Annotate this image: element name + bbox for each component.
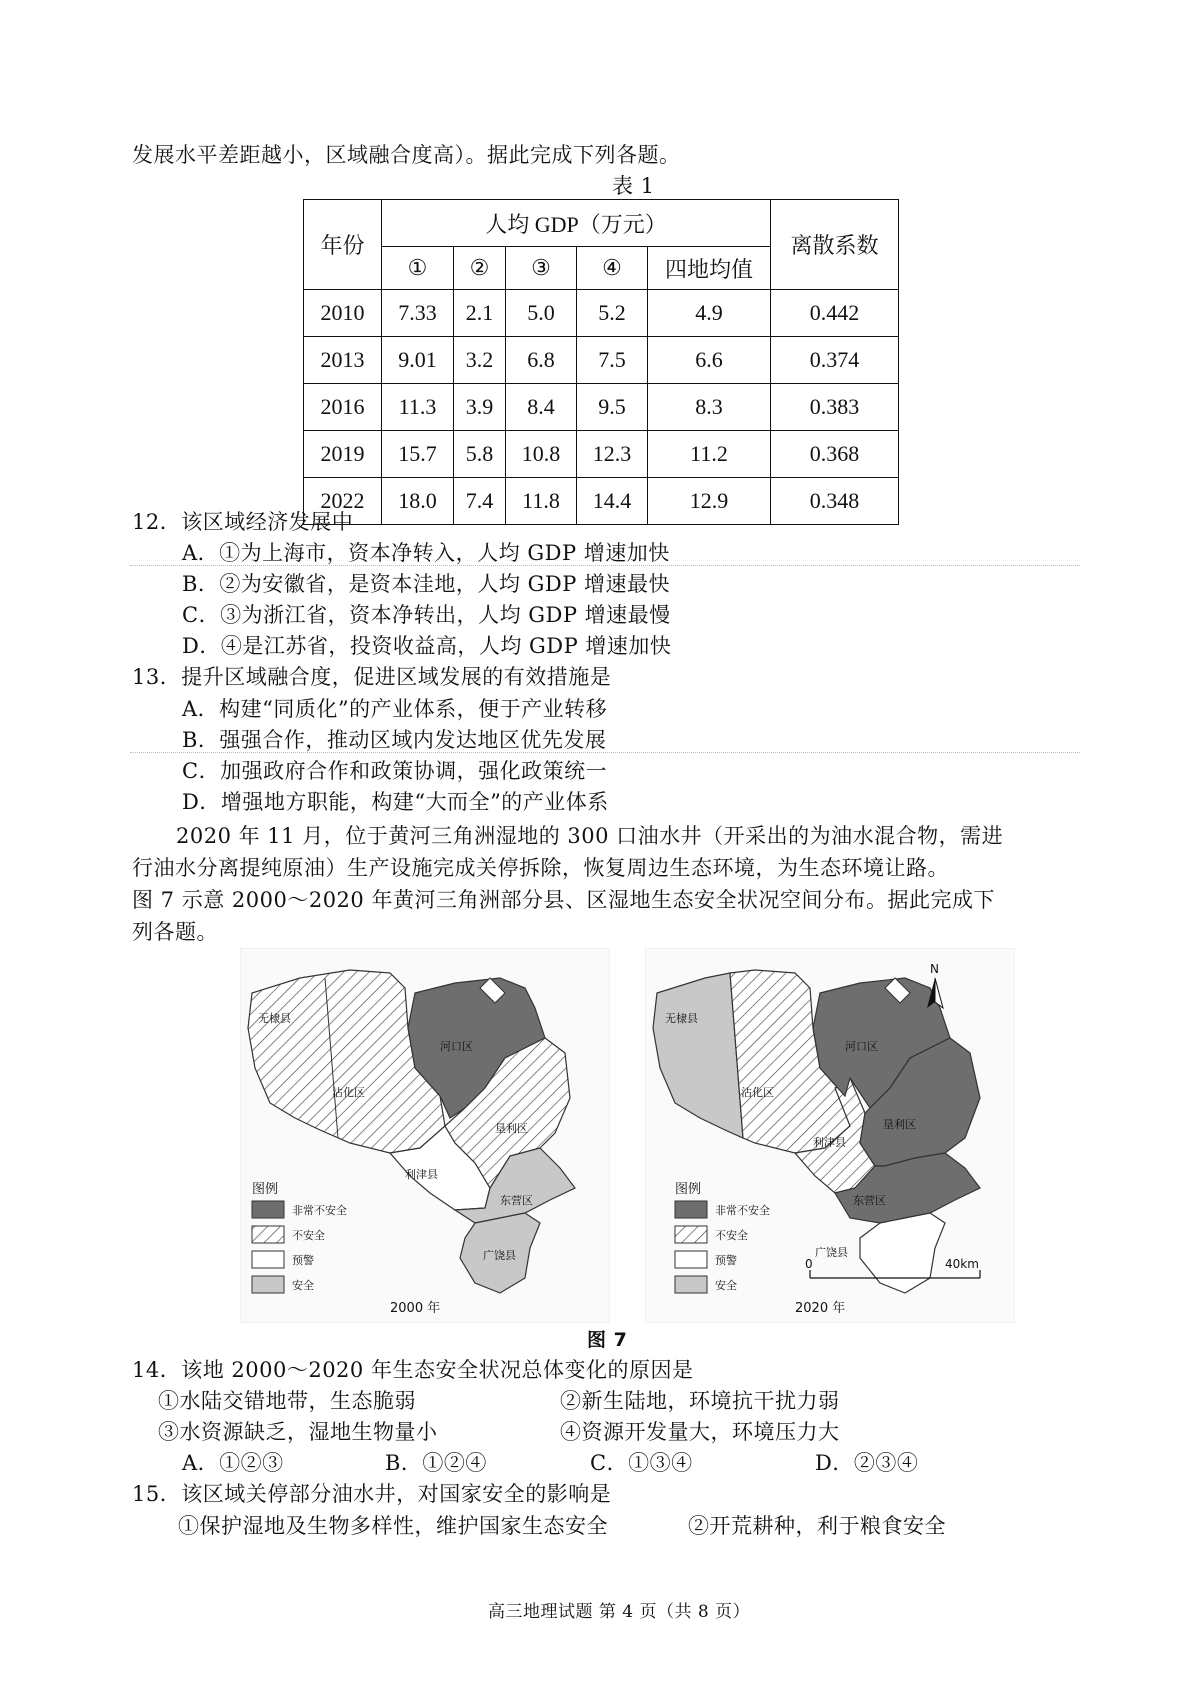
legend-warning: 预警 [292, 1254, 314, 1267]
legend-safe: 安全 [292, 1279, 314, 1292]
q12-option-c[interactable]: C．③为浙江省，资本净转出，人均 GDP 增速最慢 [182, 603, 671, 627]
q14-stem: 14．该地 2000～2020 年生态安全状况总体变化的原因是 [132, 1358, 694, 1382]
scale-end: 40km [945, 1257, 979, 1271]
cell: 7.4 [454, 478, 506, 525]
cell: 11.2 [648, 431, 771, 478]
q14-choice-b[interactable]: B．①②④ [385, 1451, 487, 1475]
cell: 7.5 [577, 337, 648, 384]
cell: 7.33 [382, 290, 454, 337]
label-wudi: 无棣县 [665, 1012, 698, 1025]
map-year-2020: 2020 年 [795, 1301, 846, 1316]
legend-swatch-warning [675, 1251, 707, 1268]
label-wudi: 无棣县 [258, 1012, 291, 1025]
q12-option-a[interactable]: A．①为上海市，资本净转入，人均 GDP 增速加快 [182, 541, 670, 565]
q14-item-3: ③水资源缺乏，湿地生物量小 [158, 1420, 438, 1444]
q13-option-c[interactable]: C．加强政府合作和政策协调，强化政策统一 [182, 759, 608, 783]
table-row [304, 290, 899, 337]
cell: 14.4 [577, 478, 648, 525]
q12-stem: 12．该区域经济发展中 [132, 510, 354, 534]
label-kenli: 垦利区 [495, 1122, 528, 1135]
q14-item-4: ④资源开发量大，环境压力大 [560, 1420, 840, 1444]
gdp-table [303, 199, 899, 525]
legend-unsafe: 不安全 [292, 1229, 325, 1242]
cell: 6.8 [506, 337, 577, 384]
label-guangrao: 广饶县 [815, 1246, 848, 1259]
legend-swatch-warning [252, 1251, 284, 1268]
cell: 8.3 [648, 384, 771, 431]
cell: 0.348 [771, 478, 899, 525]
cell: 5.0 [506, 290, 577, 337]
q15-stem: 15．该区域关停部分油水井，对国家安全的影响是 [132, 1482, 612, 1506]
q12-option-d[interactable]: D．④是江苏省，投资收益高，人均 GDP 增速加快 [182, 634, 672, 658]
table-row [304, 431, 899, 478]
intro-tail: 发展水平差距越小，区域融合度高）。据此完成下列各题。 [132, 143, 681, 167]
gdp-header: 人均 GDP（万元） [382, 200, 771, 247]
label-guangrao: 广饶县 [483, 1249, 516, 1262]
q12-option-b[interactable]: B．②为安徽省，是资本洼地，人均 GDP 增速最快 [182, 572, 671, 596]
cell: 6.6 [648, 337, 771, 384]
col-header: ③ [506, 247, 577, 290]
cell: 3.2 [454, 337, 506, 384]
col-header: ④ [577, 247, 648, 290]
year-header: 年份 [304, 200, 382, 290]
col-header: ② [454, 247, 506, 290]
cell: 5.8 [454, 431, 506, 478]
cell: 10.8 [506, 431, 577, 478]
q14-item-1: ①水陆交错地带，生态脆弱 [158, 1389, 416, 1413]
passage-line: 图 7 示意 2000～2020 年黄河三角洲部分县、区湿地生态安全状况空间分布。据此完成下 [132, 888, 995, 912]
legend-swatch-unsafe [252, 1226, 284, 1243]
cell: 2010 [304, 290, 382, 337]
legend-very-unsafe: 非常不安全 [292, 1204, 347, 1217]
legend-title: 图例 [675, 1182, 702, 1197]
north-label: N [930, 962, 939, 976]
legend-swatch-unsafe [675, 1226, 707, 1243]
legend-swatch-safe [675, 1276, 707, 1293]
q13-stem: 13．提升区域融合度，促进区域发展的有效措施是 [132, 665, 612, 689]
map-year-2000: 2000 年 [390, 1301, 441, 1316]
cell: 9.5 [577, 384, 648, 431]
col-header: 四地均值 [648, 247, 771, 290]
map-2000 [240, 948, 610, 1323]
cell: 0.442 [771, 290, 899, 337]
figure-caption: 图 7 [587, 1329, 628, 1351]
scale-start: 0 [805, 1257, 813, 1271]
table-caption: 表 1 [612, 174, 655, 198]
cell: 2013 [304, 337, 382, 384]
table-row [304, 384, 899, 431]
disp-header: 离散系数 [771, 200, 899, 290]
col-header: ① [382, 247, 454, 290]
cell: 9.01 [382, 337, 454, 384]
legend-swatch-very-unsafe [252, 1201, 284, 1218]
legend-very-unsafe: 非常不安全 [715, 1204, 770, 1217]
q14-choice-a[interactable]: A．①②③ [182, 1451, 284, 1475]
cell: 0.374 [771, 337, 899, 384]
cell: 2016 [304, 384, 382, 431]
passage-line: 列各题。 [132, 920, 218, 944]
map-2020 [645, 948, 1015, 1323]
label-dongying: 东营区 [853, 1194, 886, 1207]
passage-line: 行油水分离提纯原油）生产设施完成关停拆除，恢复周边生态环境，为生态环境让路。 [132, 856, 949, 880]
cell: 2.1 [454, 290, 506, 337]
table-row [304, 478, 899, 525]
label-lijin: 利津县 [405, 1168, 438, 1181]
cell: 4.9 [648, 290, 771, 337]
cell: 12.3 [577, 431, 648, 478]
q13-option-a[interactable]: A．构建“同质化”的产业体系，便于产业转移 [182, 697, 608, 721]
cell: 0.368 [771, 431, 899, 478]
cell: 3.9 [454, 384, 506, 431]
cell: 11.3 [382, 384, 454, 431]
label-kenli: 垦利区 [883, 1118, 916, 1131]
q14-choice-d[interactable]: D．②③④ [815, 1451, 919, 1475]
label-zhanhua: 沾化区 [332, 1086, 365, 1099]
cell: 18.0 [382, 478, 454, 525]
q14-choice-c[interactable]: C．①③④ [590, 1451, 693, 1475]
legend-unsafe: 不安全 [715, 1229, 748, 1242]
legend-swatch-safe [252, 1276, 284, 1293]
label-dongying: 东营区 [500, 1194, 533, 1207]
page-footer: 高三地理试题 第 4 页（共 8 页） [488, 1602, 751, 1622]
passage-line: 2020 年 11 月，位于黄河三角洲湿地的 300 口油水井（开采出的为油水混合物，需进 [176, 824, 1004, 848]
q15-item-2: ②开荒耕种，利于粮食安全 [688, 1514, 946, 1538]
legend-title: 图例 [252, 1182, 279, 1197]
q13-option-b[interactable]: B．强强合作，推动区域内发达地区优先发展 [182, 728, 607, 752]
cell: 15.7 [382, 431, 454, 478]
label-hekou: 河口区 [845, 1040, 878, 1053]
q14-item-2: ②新生陆地，环境抗干扰力弱 [560, 1389, 840, 1413]
q13-option-d[interactable]: D．增强地方职能，构建“大而全”的产业体系 [182, 790, 609, 814]
legend-swatch-very-unsafe [675, 1201, 707, 1218]
label-zhanhua: 沾化区 [741, 1086, 774, 1099]
legend-safe: 安全 [715, 1279, 737, 1292]
legend-warning: 预警 [715, 1254, 737, 1267]
cell: 0.383 [771, 384, 899, 431]
cell: 11.8 [506, 478, 577, 525]
cell: 12.9 [648, 478, 771, 525]
cell: 5.2 [577, 290, 648, 337]
table-row [304, 337, 899, 384]
label-hekou: 河口区 [440, 1040, 473, 1053]
cell: 2022 [304, 478, 382, 525]
label-lijin: 利津县 [813, 1136, 846, 1149]
cell: 2019 [304, 431, 382, 478]
q15-item-1: ①保护湿地及生物多样性，维护国家生态安全 [178, 1514, 608, 1538]
cell: 8.4 [506, 384, 577, 431]
